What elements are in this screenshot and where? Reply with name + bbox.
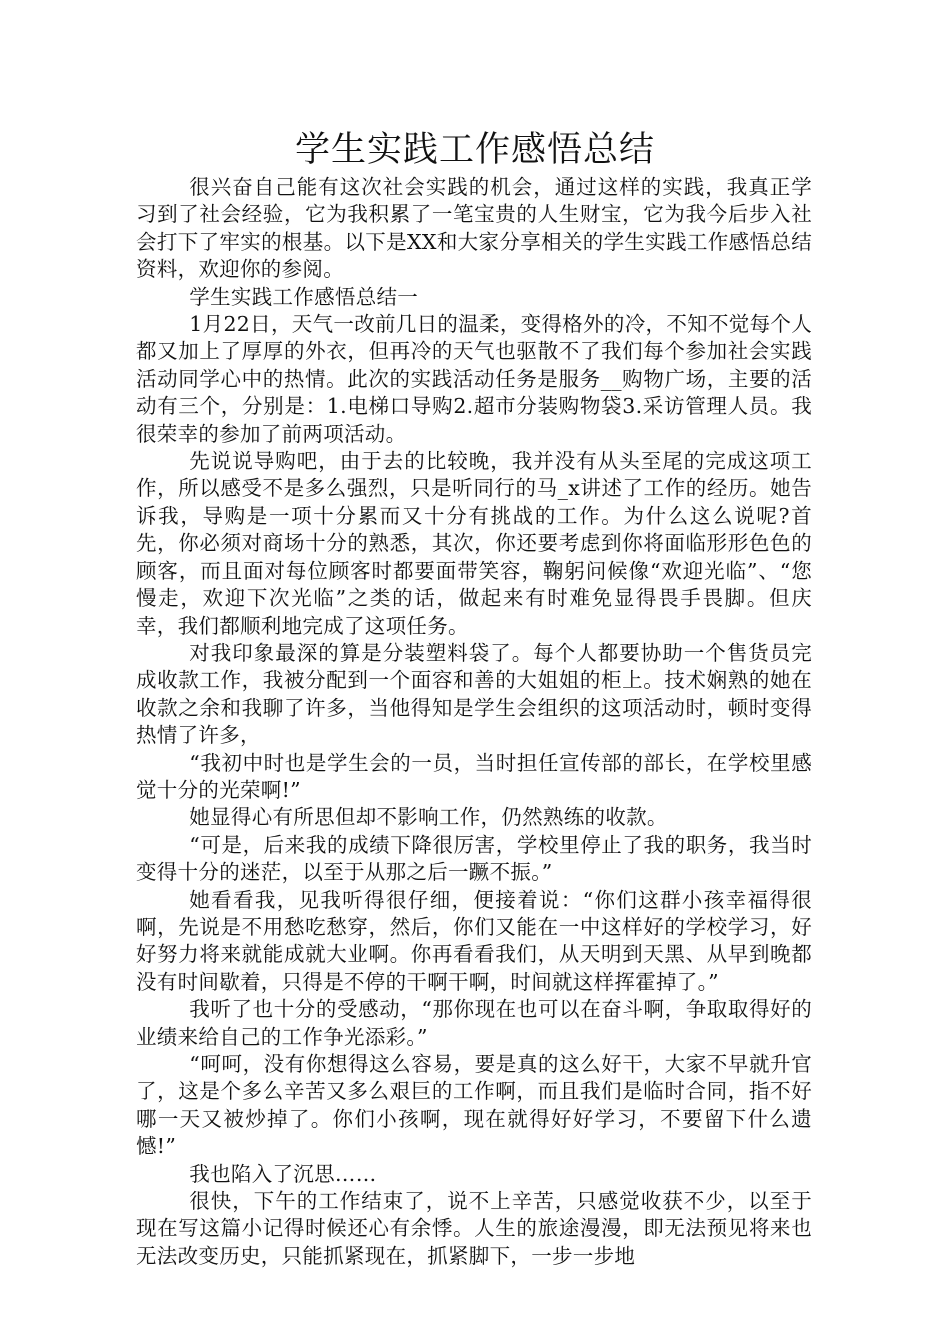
body-paragraph: 她看看我，见我听得很仔细，便接着说：“你们这群小孩幸福得很啊，先说是不用愁吃愁穿，然后，你们又能在一中这样好的学校学习，好好努力将来就能成就大业啊。你再看看我们，从天明到天黑、从早到晚都没有时间歇着，只得是不停的干啊干啊，时间就这样挥霍掉了。” [136,887,812,994]
body-paragraph: 我听了也十分的受感动，“那你现在也可以在奋斗啊，争取取得好的业绩来给自己的工作争光添彩。” [136,997,812,1049]
body-paragraph: “我初中时也是学生会的一员，当时担任宣传部的部长，在学校里感觉十分的光荣啊!” [136,750,812,802]
document-title: 学生实践工作感悟总结 [294,130,655,170]
body-paragraph: 她显得心有所思但却不影响工作，仍然熟练的收款。 [189,805,668,830]
intro-paragraph: 很兴奋自己能有这次社会实践的机会，通过这样的实践，我真正学习到了社会经验，它为我积累了一笔宝贵的人生财宝，它为我今后步入社会打下了牢实的根基。以下是XX和大家分享相关的学生实践工作感悟总结资料，欢迎你的参阅。 [136,175,812,282]
body-paragraph: 很快，下午的工作结束了，说不上辛苦，只感觉收获不少，以至于现在写这篇小记得时候还心有余悸。人生的旅途漫漫，即无法预见将来也无法改变历史，只能抓紧现在，抓紧脚下，一步一步地 [136,1189,812,1268]
body-paragraph: 先说说导购吧，由于去的比较晚，我并没有从头至尾的完成这项工作，所以感受不是多么强烈，只是听同行的马_x讲述了工作的经历。她告诉我，导购是一项十分累而又十分有挑战的工作。为什么这么说呢?首先，你必须对商场十分的熟悉，其次，你还要考虑到你将面临形形色色的顾客，而且面对每位顾客时都要面带笑容，鞠躬问候像“欢迎光临”、“您慢走，欢迎下次光临”之类的话，做起来有时难免显得畏手畏脚。但庆幸，我们都顺利地完成了这项任务。 [136,449,812,638]
body-paragraph: “可是，后来我的成绩下降很厉害，学校里停止了我的职务，我当时变得十分的迷茫，以至于从那之后一蹶不振。” [136,832,812,885]
body-paragraph: 对我印象最深的算是分装塑料袋了。每个人都要协助一个售货员完成收款工作，我被分配到一个面容和善的大姐姐的柜上。技术娴熟的她在收款之余和我聊了许多，当他得知是学生会组织的这项活动时，顿时变得热情了许多， [136,640,812,748]
body-paragraph: “呵呵，没有你想得这么容易，要是真的这么好干，大家不早就升官了，这是个多么辛苦又多么艰巨的工作啊，而且我们是临时合同，指不好哪一天又被炒掉了。你们小孩啊，现在就得好好学习，不要留下什么遗憾!” [136,1052,812,1159]
document-body [136,174,812,1270]
section-heading: 学生实践工作感悟总结一 [189,284,419,309]
body-paragraph: 1月22日，天气一改前几日的温柔，变得格外的冷，不知不觉每个人都又加上了厚厚的外衣，但再冷的天气也驱散不了我们每个参加社会实践活动同学心中的热情。此次的实践活动任务是服务__购物广场，主要的活动有三个，分别是：1.电梯口导购2.超市分装购物袋3.采访管理人员。我很荣幸的参加了前两项活动。 [136,312,812,446]
body-paragraph: 我也陷入了沉思…… [189,1161,377,1186]
